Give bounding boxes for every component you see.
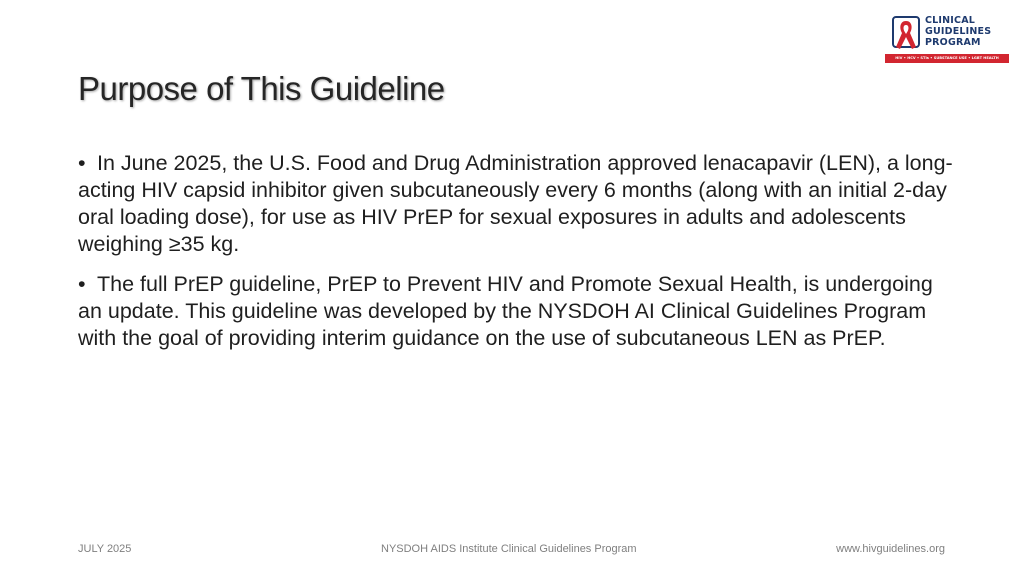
logo-tagline-bar: HIV • HCV • STIs • SUBSTANCE USE • LGBT HEALTH (885, 54, 1009, 63)
logo-wordmark (925, 15, 991, 48)
slide-title: Purpose of This Guideline (78, 70, 445, 107)
bullet-marker: • (78, 272, 86, 296)
footer-organization: NYSDOH AIDS Institute Clinical Guidelines Program (381, 543, 637, 555)
logo-line-1: CLINICAL (925, 15, 976, 26)
bullet-text: The full PrEP guideline, PrEP to Prevent HIV and Promote Sexual Health, is undergoing an update. This guideline was developed by the NYSDOH AI Clinical Guidelines Program with the goal of providing interim guidance on the use of subcutaneous LEN as PrEP. (78, 272, 933, 350)
logo-line-2: GUIDELINES (925, 26, 992, 37)
red-ribbon-icon (889, 17, 923, 53)
footer-website: www.hivguidelines.org (836, 543, 945, 555)
logo-line-3: PROGRAM (925, 37, 981, 48)
bullet-item (78, 150, 958, 258)
clinical-guidelines-program-logo (885, 14, 1009, 64)
bullet-item (78, 271, 958, 352)
bullet-marker: • (78, 151, 86, 175)
bullet-text: In June 2025, the U.S. Food and Drug Administration approved lenacapavir (LEN), a long-acting HIV capsid inhibitor given subcutaneously every 6 months (along with an initial 2-day oral loading dose), for use as HIV PrEP for sexual exposures in adults and adolescents weighing ≥35 kg. (78, 151, 953, 256)
footer-date: JULY 2025 (78, 543, 132, 555)
bullet-list (78, 150, 958, 365)
